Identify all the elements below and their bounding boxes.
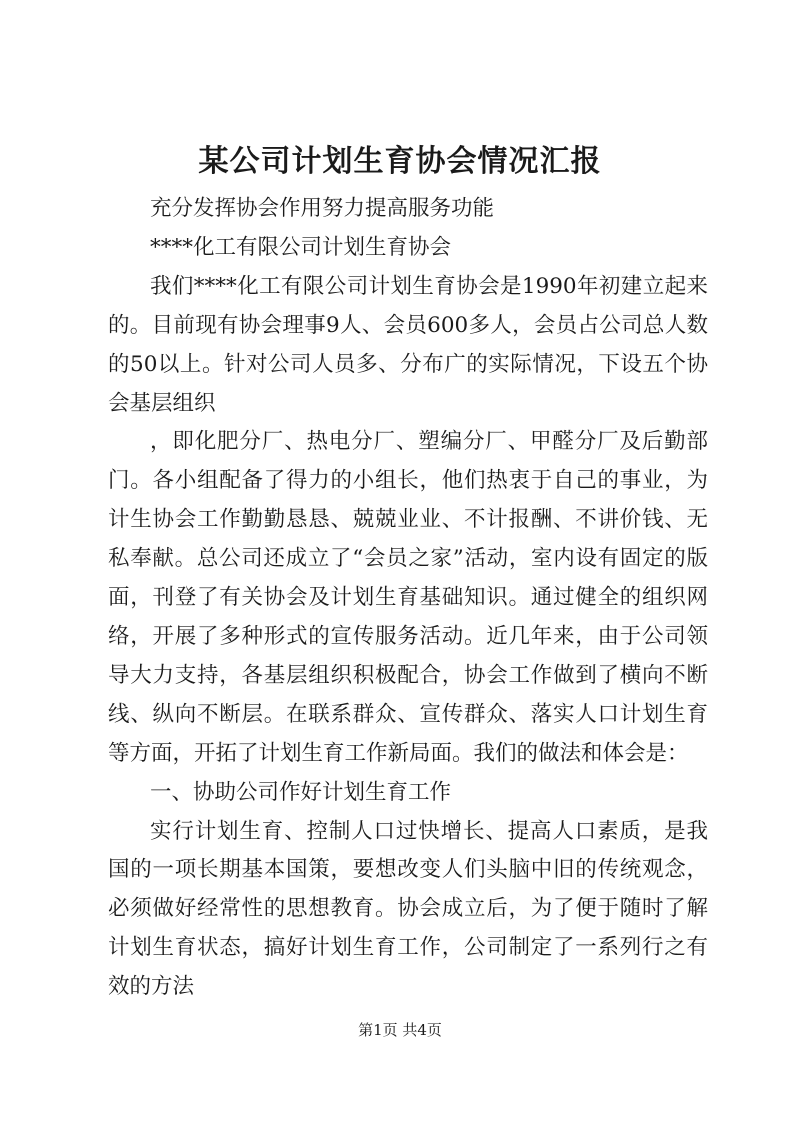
subtitle-paragraph: 充分发挥协会作用努力提高服务功能 xyxy=(150,196,495,221)
document-body xyxy=(108,190,708,1007)
body-paragraph: 我们****化工有限公司计划生育协会是1990年初建立起来的。目前现有协会理事9人、会员600多人，会员占公司总人数的50以上。针对公司人员多、分布广的实际情况，下设五个协会基层组织 xyxy=(108,273,708,416)
section-heading: 一、协助公司作好计划生育工作 xyxy=(150,779,452,805)
body-paragraph: 实行计划生育、控制人口过快增长、提高人口素质，是我国的一项长期基本国策，要想改变人们头脑中旧的传统观念，必须做好经常性的思想教育。协会成立后，为了便于随时了解计划生育状态，搞好计划生育工作，公司制定了一系列行之有效的方法 xyxy=(108,818,708,1000)
organization-paragraph: ****化工有限公司计划生育协会 xyxy=(150,234,452,260)
page-footer: 第1页 共4页 xyxy=(358,1021,442,1039)
body-paragraph: ，即化肥分厂、热电分厂、塑编分厂、甲醛分厂及后勤部门。各小组配备了得力的小组长，他们热衷于自己的事业，为计生协会工作勤勤恳恳、兢兢业业、不计报酬、不讲价钱、无私奉献。总公司还成立了“会员之家”活动，室内设有固定的版面，刊登了有关协会及计划生育基础知识。通过健全的组织网络，开展了多种形式的宣传服务活动。近几年来，由于公司领导大力支持，各基层组织积极配合，协会工作做到了横向不断线、纵向不断层。在联系群众、宣传群众、落实人口计划生育等方面，开拓了计划生育工作新局面。我们的做法和体会是： xyxy=(108,429,708,766)
document-title: 某公司计划生育协会情况汇报 xyxy=(198,144,602,179)
